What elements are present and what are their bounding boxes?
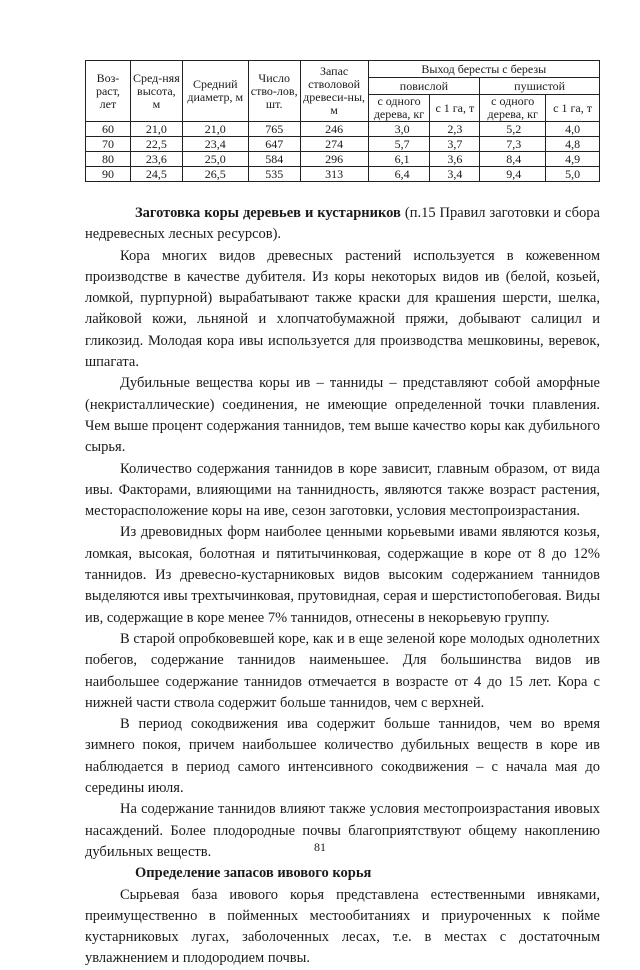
table-cell: 90 (86, 167, 131, 182)
table-cell: 647 (248, 137, 300, 152)
table-cell: 24,5 (130, 167, 182, 182)
table-cell: 26,5 (182, 167, 248, 182)
header-per-ha: с 1 га, т (546, 95, 600, 122)
paragraph: Дубильные вещества коры ив – танниды – представляют собой аморфные (некристаллические) соединения, не имеющие определенной точки плавления. Чем выше процент содержания таннидов, тем выше качество коры как дубильного сырья. (85, 375, 600, 456)
header-yield: Выход бересты с березы (368, 61, 599, 78)
table-cell: 9,4 (480, 167, 546, 182)
table-cell: 3,7 (430, 137, 480, 152)
table-cell: 80 (86, 152, 131, 167)
paragraph: Кора многих видов древесных растений используется в кожевенном производстве в качестве дубителя. Из коры некоторых видов ив (белой, козьей, ломкой, пурпурной) вырабатывают также краски для крашения шерсти, шелка, лайковой кожи, льняной и хлопчатобумажной пряжи, добывают салицил и гликозид. Молодая кора ивы используется для производства мешковины, веревок, шпагата. (85, 247, 600, 371)
header-downy-birch: пушистой (480, 78, 600, 95)
paragraph: В период сокодвижения ива содержит больше таннидов, чем во время зимнего покоя, причем наибольшее количество дубильных веществ в коре ив наблюдается в период самого интенсивного сокодвижения – с начала мая до середины июля. (85, 716, 600, 797)
table-cell: 274 (300, 137, 368, 152)
page-number: 81 (314, 840, 326, 854)
table-cell: 3,6 (430, 152, 480, 167)
table-cell: 5,2 (480, 122, 546, 137)
table-cell: 584 (248, 152, 300, 167)
table-cell: 4,9 (546, 152, 600, 167)
section-title-tail: (п.15 Правил заготовки и сбора недревесных лесных ресурсов). (85, 205, 600, 243)
header-age: Воз-раст, лет (86, 61, 131, 122)
table-cell: 22,5 (130, 137, 182, 152)
table-cell: 25,0 (182, 152, 248, 167)
header-drooping-birch: повислой (368, 78, 480, 95)
table-cell: 21,0 (130, 122, 182, 137)
table-cell: 246 (300, 122, 368, 137)
paragraph: Сырьевая база ивового корья представлена естественными ивняками, преимущественно в пойменных местообитаниях и приуроченных к пойме кустарниковых лугах, заболоченных лесах, т.е. в местах с достаточным увлажнением и плодородием почвы. (85, 886, 600, 967)
table-cell: 3,4 (430, 167, 480, 182)
table-cell: 5,0 (546, 167, 600, 182)
table-cell: 313 (300, 167, 368, 182)
table-cell: 296 (300, 152, 368, 167)
header-trunks: Число ство-лов, шт. (248, 61, 300, 122)
paragraph: Из древовидных форм наиболее ценными корьевыми ивами являются козья, ломкая, высокая, болотная и пятитычинковая, содержащие в коре от 8 до 12% таннидов. Из древесно-кустарниковых видов высоким содержанием таннидов выделяются ивы трехтычинковая, прутовидная, серая и шерстистопобеговая. Виды ив, содержащие в коре менее 7% таннидов, отнесены в некорьевую группу. (85, 524, 600, 626)
table-cell: 70 (86, 137, 131, 152)
header-height: Сред-няя высота, м (130, 61, 182, 122)
table-cell: 23,4 (182, 137, 248, 152)
table-cell: 23,6 (130, 152, 182, 167)
table-cell: 765 (248, 122, 300, 137)
table-cell: 6,4 (368, 167, 430, 182)
paragraph: На содержание таннидов влияют также условия местопроизрастания ивовых насаждений. Более плодородные почвы благоприятствуют общему накоплению дубильных веществ. (85, 801, 600, 860)
table-cell: 2,3 (430, 122, 480, 137)
table-cell: 6,1 (368, 152, 430, 167)
table-cell: 535 (248, 167, 300, 182)
table-row (86, 167, 600, 182)
header-per-ha: с 1 га, т (430, 95, 480, 122)
paragraph: В старой опробковевшей коре, как и в еще зеленой коре молодых однолетних побегов, содержание таннидов наименьшее. Для большинства видов ив наибольшее содержание таннидов отмечается в возрасте от 4 до 15 лет. Кора с нижней части ствола содержит больше таннидов, чем с верхней. (85, 630, 600, 711)
table-row (86, 152, 600, 167)
table-cell: 8,4 (480, 152, 546, 167)
table-row (86, 137, 600, 152)
section-title-bold: Заготовка коры деревьев и кустарников (135, 205, 401, 221)
header-diameter: Средний диаметр, м (182, 61, 248, 122)
table-cell: 5,7 (368, 137, 430, 152)
table-cell: 4,8 (546, 137, 600, 152)
header-stock: Запас стволовой древеси-ны, м (300, 61, 368, 122)
table-cell: 3,0 (368, 122, 430, 137)
header-per-tree: с одного дерева, кг (368, 95, 430, 122)
table-cell: 60 (86, 122, 131, 137)
table-cell: 4,0 (546, 122, 600, 137)
section-title-bark-harvesting (85, 203, 600, 246)
birch-bark-yield-table (85, 60, 600, 182)
paragraph: Количество содержания таннидов в коре зависит, главным образом, от вида ивы. Факторами, влияющими на таннидность, являются также возраст растения, месторасположение коры на иве, сезон заготовки, условия местопроизрастания. (85, 460, 600, 520)
table-row (86, 122, 600, 137)
section-title-willow-bark-stock: Определение запасов ивового корья (135, 865, 372, 882)
table-body (86, 122, 600, 182)
table-cell: 7,3 (480, 137, 546, 152)
header-per-tree: с одного дерева, кг (480, 95, 546, 122)
table-cell: 21,0 (182, 122, 248, 137)
